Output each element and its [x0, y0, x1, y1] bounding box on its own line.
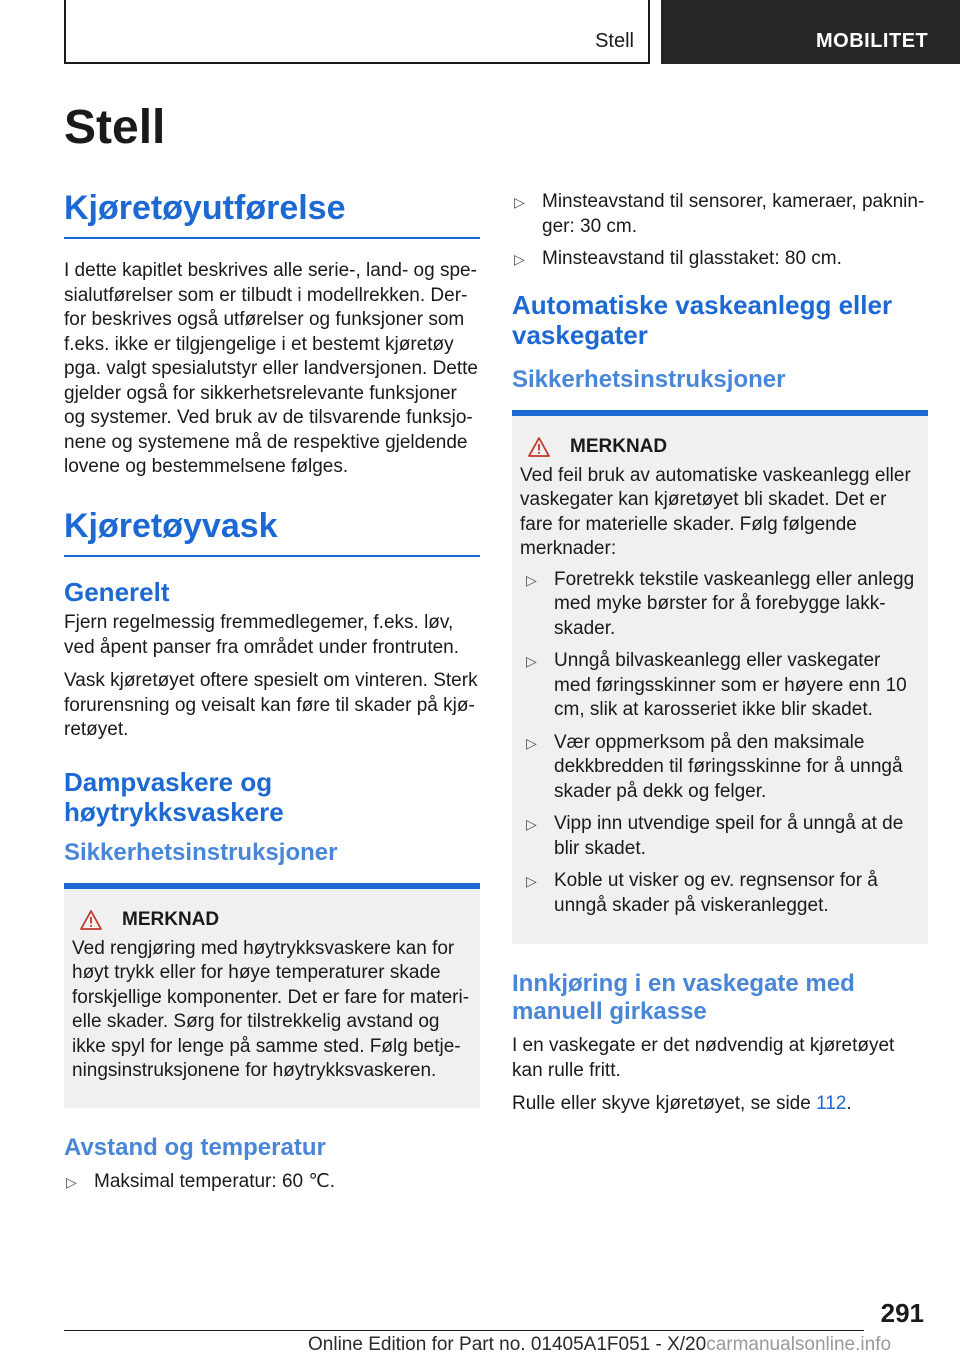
list-item: ▷ Vær oppmerksom på den maksimale dekkbredden til føringsskinne for å unngå skader på dekk og felger. [526, 731, 903, 802]
bullet-triangle-icon: ▷ [526, 873, 537, 889]
bullet-triangle-icon: ▷ [66, 1173, 77, 1190]
warning-triangle-icon [80, 910, 102, 930]
bullet-triangle-icon: ▷ [526, 734, 537, 751]
vehicle-equipment-text: I dette kapitlet beskrives alle serie-, land- og spesialutførelser som er tilbudt i modellrekken. Derfor beskrives også utførelser og funksjoner som f.eks. ikke er tilgjengelige i et bestemt kjøretøy pga. valgt spesialutstyr eller landversjonen. Dette gjelder også for sikkerhetsrelevante funksjoner og systemer. Ved bruk av de tilsvarende funksjonene og systemene må de respektive gjeldende lovene og bestemmelsene følges. [64, 260, 479, 478]
page-reference-link[interactable]: 112 [816, 1093, 847, 1114]
heading-distance-temperature: Avstand og temperatur [64, 1133, 326, 1161]
header-frame [64, 0, 650, 64]
general-paragraph-1: Fjern regelmessig fremmedlegemer, f.eks. løv, ved åpent panser fra området under frontruten. [64, 612, 460, 658]
page-number: 291 [880, 1298, 924, 1328]
notice-title: MERKNAD [122, 908, 220, 930]
notice-list [524, 568, 920, 919]
footer-edition: Online Edition for Part no. 01405A1F051 - X/20carmanualsonline.info [308, 1334, 892, 1355]
bullet-triangle-icon: ▷ [526, 653, 537, 669]
notice-box [512, 410, 928, 945]
footer-divider [64, 1330, 864, 1331]
manual-wash-paragraph-1: I en vaskegate er det nødvendig at kjøretøyet kan rulle fritt. [512, 1035, 895, 1081]
bullet-triangle-icon: ▷ [514, 194, 525, 210]
notice-text: Ved feil bruk av automatiske vaskeanlegg eller vaskegater kan kjøretøyet bli skadet. Det er fare for materielle skader. Følg følgende merknader: [520, 464, 911, 559]
notice-heading [72, 909, 472, 931]
header-chapter-label: MOBILITET [816, 30, 929, 52]
footer-watermark: carmanualsonline.info [706, 1334, 892, 1355]
heading-general: Generelt [64, 577, 170, 608]
general-paragraph-2: Vask kjøretøyet oftere spesielt om vinteren. Sterk forurensning og veisalt kan føre til skader på kjøretøyet. [64, 670, 478, 741]
notice-box [64, 883, 480, 1108]
bullet-triangle-icon: ▷ [514, 251, 525, 267]
list-item: ▷ Minsteavstand til sensorer, kameraer, pakninger: 30 cm. [514, 191, 925, 237]
list-item: ▷ Vipp inn utvendige speil for å unngå at de blir skadet. [526, 813, 904, 859]
distance-temperature-list [64, 1170, 480, 1195]
warning-triangle-icon [528, 437, 550, 457]
notice-text: Ved rengjøring med høytrykksvaskere kan for høyt trykk eller for høye temperaturer skade forskjellige komponenter. Det er fare for materielle skader. Sørg for tilstrekkelig avstand og ikke spyl for lenge på samme sted. Følg betjeningsinstruksjonene for høytrykksvaskeren. [72, 937, 470, 1082]
heading-pressure-washers: Dampvaskere og høytrykksvaskere [64, 766, 284, 827]
right-column [512, 190, 928, 1126]
header-section-label: Stell [595, 30, 634, 52]
distance-list-continued [512, 190, 928, 272]
list-item: ▷ Koble ut visker og ev. regnsensor for å unngå skader på viskeranlegget. [526, 870, 878, 916]
heading-safety-instructions-2: Sikkerhetsinstruksjoner [512, 365, 786, 393]
manual-wash-paragraph-2: Rulle eller skyve kjøretøyet, se side 112. [512, 1093, 852, 1114]
heading-automatic-car-wash: Automatiske vaskeanlegg eller vaskegater [512, 289, 893, 350]
section-title-vehicle-equipment: Kjøretøyutførelse [64, 190, 480, 239]
list-item: ▷ Minsteavstand til glasstaket: 80 cm. [512, 247, 928, 272]
section-title-car-wash: Kjøretøyvask [64, 508, 480, 557]
notice-heading [520, 436, 920, 458]
heading-safety-instructions: Sikkerhetsinstruksjoner [64, 838, 338, 866]
heading-manual-transmission-wash: Innkjøring i en vaskegate med manuell girkasse [512, 970, 855, 1025]
left-column [64, 190, 480, 1202]
list-item: ▷ Unngå bilvaskeanlegg eller vaskegater med føringsskinner som er høyere enn 10 cm, slik at karosseriet ikke blir skadet. [526, 650, 907, 720]
page-title: Stell [64, 101, 166, 154]
list-item: ▷ Maksimal temperatur: 60 ℃. [64, 1170, 480, 1195]
list-item: ▷ Foretrekk tekstile vaskeanlegg eller anlegg med myke børster for å forebygge lakkskader. [526, 568, 915, 639]
bullet-triangle-icon: ▷ [526, 816, 537, 832]
notice-title: MERKNAD [570, 435, 668, 457]
bullet-triangle-icon: ▷ [526, 571, 537, 588]
